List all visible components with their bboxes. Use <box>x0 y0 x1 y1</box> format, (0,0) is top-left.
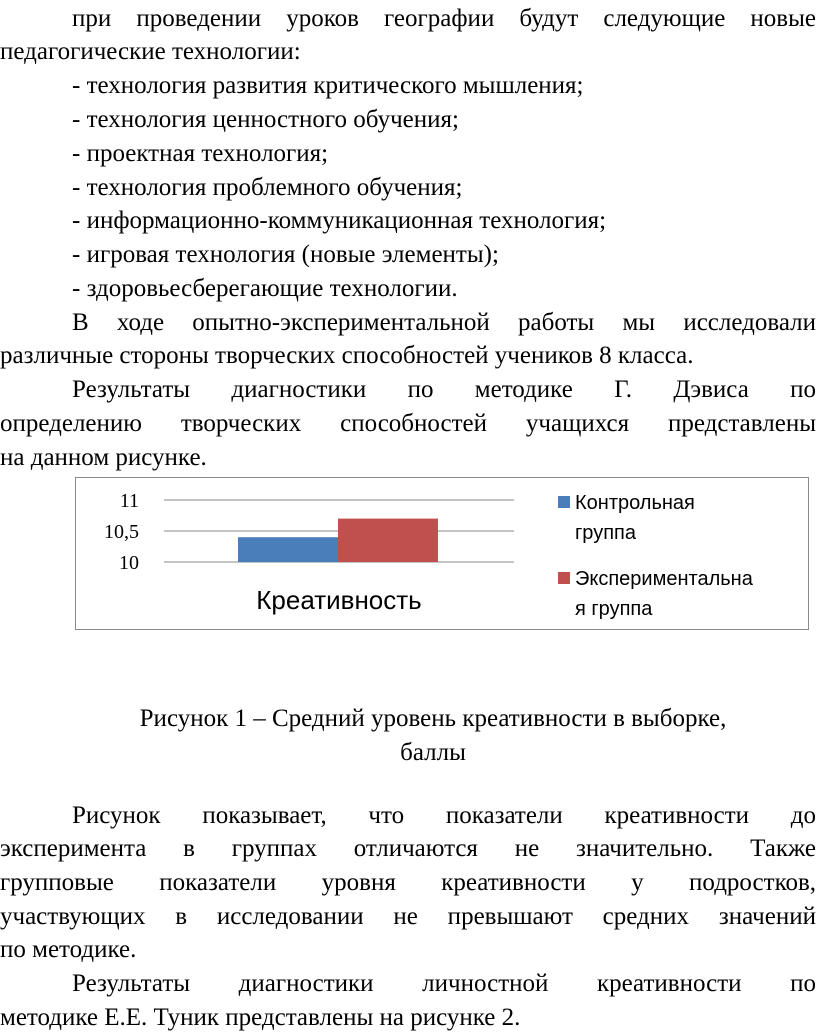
para3-line-3: групповые показатели уровня креативности у подростков, <box>0 869 816 896</box>
legend-swatch <box>558 496 570 508</box>
para1-line-1: В ходе опытно-экспериментальной работы мы исследовали <box>72 309 816 336</box>
para3-line-5: по методике. <box>0 936 137 963</box>
tech-item: - информационно-коммуникационная технология; <box>72 207 607 234</box>
tech-item: - технология развития критического мышления; <box>72 72 584 99</box>
intro-line-2: педагогические технологии: <box>0 38 301 65</box>
intro-line-1: при проведении уроков географии будут следующие новые <box>72 5 816 32</box>
chart-canvas <box>76 478 810 631</box>
para3-line-4: участвующих в исследовании не превышают средних значений <box>0 903 816 930</box>
figure-caption-line-1: Рисунок 1 – Средний уровень креативности в выборке, <box>139 705 727 732</box>
bar-experimental <box>338 519 438 562</box>
para2-line-2: определению творческих способностей учащихся представлены <box>0 410 816 437</box>
legend-label: Контрольная <box>575 492 695 514</box>
para4-line-2: методике Е.Е. Туник представлены на рисунке 2. <box>0 1004 521 1031</box>
para2-line-1: Результаты диагностики по методике Г. Дэвиса по <box>72 376 816 403</box>
para3-line-1: Рисунок показывает, что показатели креативности до <box>72 802 816 829</box>
legend-swatch <box>558 572 570 584</box>
tech-item: - технология проблемного обучения; <box>72 174 463 201</box>
legend-label: Экспериментальна <box>575 568 753 590</box>
legend-label: я группа <box>575 598 653 620</box>
legend-label: группа <box>575 522 636 544</box>
bar-control <box>238 537 338 562</box>
creativity-chart <box>75 477 809 630</box>
para2-line-3: на данном рисунке. <box>0 444 207 471</box>
para4-line-1: Результаты диагностики личностной креативности по <box>72 970 816 997</box>
para3-line-2: эксперимента в группах отличаются не значительно. Также <box>0 835 816 862</box>
x-category-label: Креативность <box>256 585 422 615</box>
tech-item: - здоровьесберегающие технологии. <box>72 275 458 302</box>
figure-caption-line-2: баллы <box>400 739 466 766</box>
tech-item: - проектная технология; <box>72 140 329 167</box>
tech-item: - технология ценностного обучения; <box>72 106 459 133</box>
y-tick-label: 10 <box>119 552 139 574</box>
tech-item: - игровая технология (новые элементы); <box>72 241 499 268</box>
y-tick-label: 11 <box>119 490 139 512</box>
y-tick-label: 10,5 <box>104 521 139 543</box>
para1-line-2: различные стороны творческих способностей учеников 8 класса. <box>0 342 694 369</box>
